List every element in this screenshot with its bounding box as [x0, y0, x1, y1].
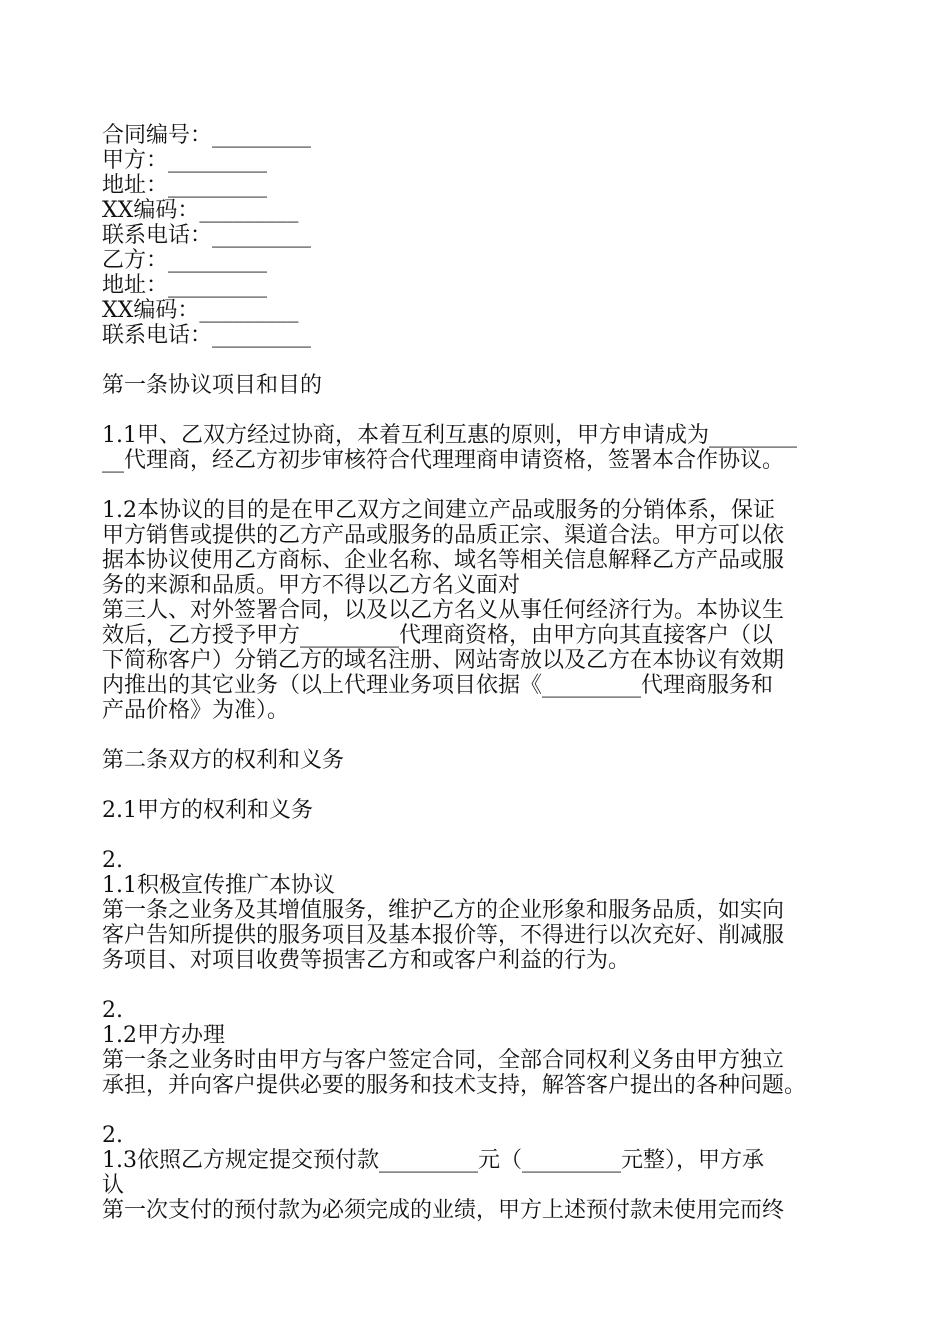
clause-line: 2. — [102, 998, 123, 1023]
clause-line: 1.2本协议的目的是在甲乙双方之间建立产品或服务的分销体系，保证 — [102, 498, 775, 523]
party-b-address-field: 地址：_________ — [102, 273, 268, 298]
clause-2-1-1 — [102, 848, 862, 973]
clause-line: 1.2甲方办理 — [102, 1023, 225, 1048]
clause-line: 务的来源和品质。甲方不得以乙方名义面对 — [102, 573, 521, 598]
contract-number-field: 合同编号：_________ — [102, 123, 312, 148]
clause-line: 内推出的其它业务（以上代理业务项目依据《_________代理商服务和 — [102, 673, 774, 698]
clause-line: 甲方销售或提供的乙方产品或服务的品质正宗、渠道合法。甲方可以依 — [102, 523, 785, 548]
party-a-address-field: 地址：_________ — [102, 173, 268, 198]
party-b-phone-field: 联系电话：_________ — [102, 323, 312, 348]
clause-line: 第一条之业务及其增值服务，维护乙方的企业形象和服务品质，如实向 — [102, 898, 785, 923]
contract-header — [102, 123, 862, 348]
party-a-field: 甲方：_________ — [102, 148, 268, 173]
party-b-postcode-field: XX编码：_________ — [102, 298, 299, 323]
clause-line: 效后，乙方授予甲方_________代理商资格，由甲方向其直接客户（以 — [102, 623, 774, 648]
clause-line: 客户告知所提供的服务项目及基本报价等，不得进行以次充好、削减服 — [102, 923, 785, 948]
clause-line: 下简称客户）分销乙方的域名注册、网站寄放以及乙方在本协议有效期 — [102, 648, 785, 673]
clause-line: 1.3依照乙方规定提交预付款_________元（_________元整），甲方承 — [102, 1148, 764, 1173]
clause-line: 第一次支付的预付款为必须完成的业绩，甲方上述预付款未使用完而终 — [102, 1198, 785, 1223]
party-a-postcode-field: XX编码：_________ — [102, 198, 299, 223]
clause-2-1-3 — [102, 1123, 862, 1223]
clause-line: 务项目、对项目收费等损害乙方和或客户利益的行为。 — [102, 948, 631, 973]
clause-line: 2. — [102, 1123, 123, 1148]
article-1-title: 第一条协议项目和目的 — [102, 373, 323, 398]
clause-line: 认 — [102, 1173, 125, 1198]
clause-line: 承担，并向客户提供必要的服务和技术支持，解答客户提出的各种问题。 — [102, 1073, 807, 1098]
section-2-1-title: 2.1甲方的权利和义务 — [102, 798, 313, 823]
clause-1-2 — [102, 498, 862, 723]
clause-line: 第一条之业务时由甲方与客户签定合同，全部合同权利义务由甲方独立 — [102, 1048, 785, 1073]
party-b-field: 乙方：_________ — [102, 248, 268, 273]
contract-document — [102, 123, 862, 1223]
clause-line: 1.1甲、乙双方经过协商，本着互利互惠的原则，甲方申请成为________ — [102, 423, 797, 448]
clause-line: 1.1积极宣传推广本协议 — [102, 873, 335, 898]
article-2-title: 第二条双方的权利和义务 — [102, 748, 345, 773]
clause-line: 2. — [102, 848, 123, 873]
party-a-phone-field: 联系电话：_________ — [102, 223, 312, 248]
clause-line: 第三人、对外签署合同，以及以乙方名义从事任何经济行为。本协议生 — [102, 598, 785, 623]
clause-line: 产品价格》为准）。 — [102, 698, 290, 723]
clause-line: 据本协议使用乙方商标、企业名称、域名等相关信息解释乙方产品或服 — [102, 548, 785, 573]
clause-2-1-2 — [102, 998, 862, 1098]
clause-line: __代理商，经乙方初步审核符合代理理商申请资格，签署本合作协议。 — [102, 448, 785, 473]
clause-1-1 — [102, 423, 862, 473]
